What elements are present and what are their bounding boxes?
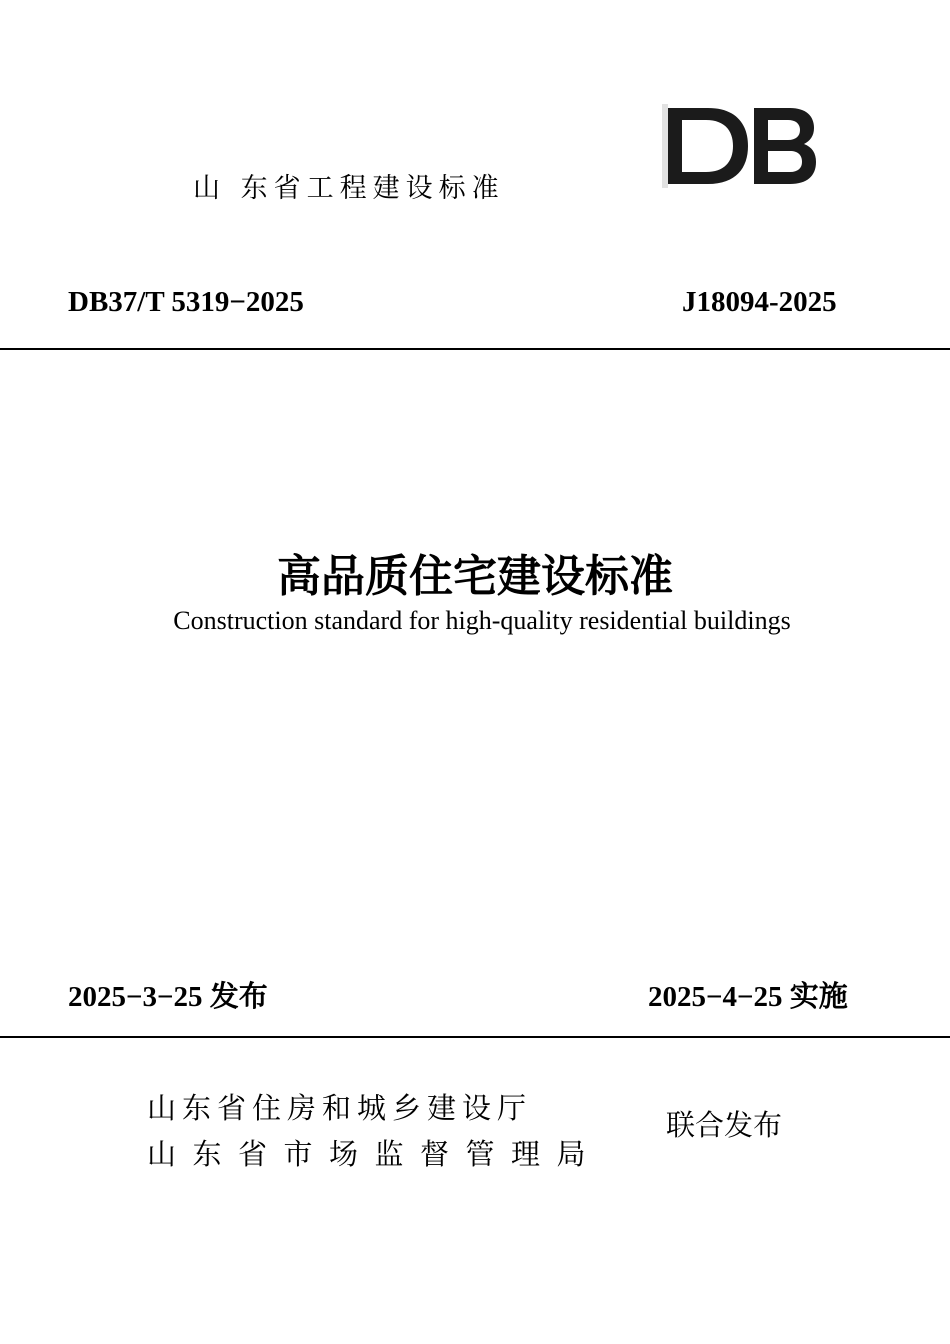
db-logo xyxy=(650,86,820,190)
document-title-english: Construction standard for high-quality residential buildings xyxy=(173,606,791,635)
document-title: 高品质住宅建设标准 xyxy=(277,551,673,602)
issue-date: 2025−3−25 发布 xyxy=(68,981,268,1013)
series-label: 山 东省工程建设标准 xyxy=(193,173,505,204)
standard-number: DB37/T 5319−2025 xyxy=(68,286,304,318)
top-divider xyxy=(0,348,950,350)
bottom-divider xyxy=(0,1036,950,1038)
record-number: J18094-2025 xyxy=(682,286,837,318)
implementation-date: 2025−4−25 实施 xyxy=(648,981,848,1013)
issuer-housing-department: 山东省住房和城乡建设厅 xyxy=(147,1091,533,1125)
joint-issue-label: 联合发布 xyxy=(666,1108,783,1142)
issuer-market-regulation: 山东省市场监督管理局 xyxy=(147,1137,603,1171)
